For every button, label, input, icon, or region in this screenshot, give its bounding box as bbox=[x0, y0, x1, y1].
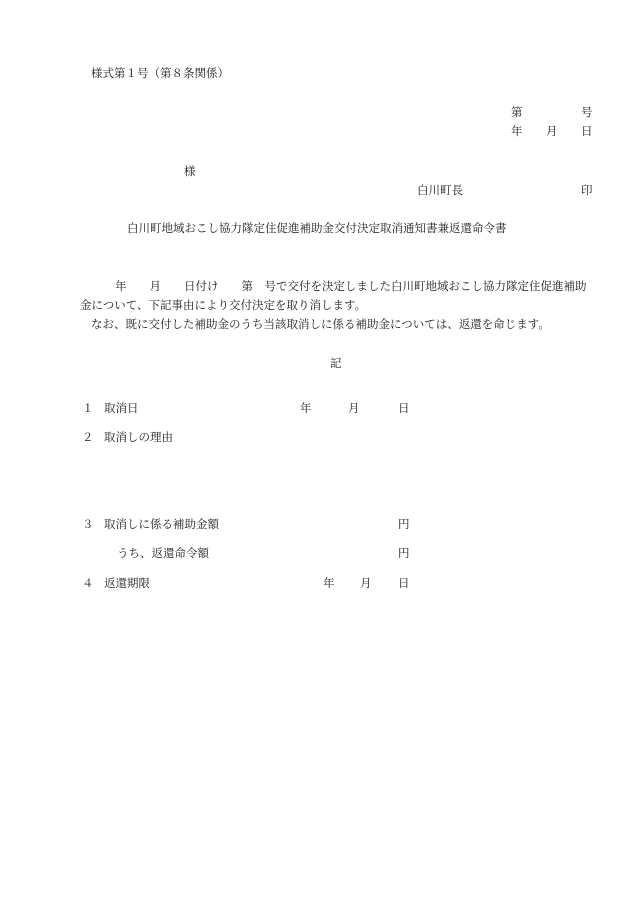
date-top-year: 年 bbox=[511, 124, 523, 138]
item3-sub-label: うち、返還命令額 bbox=[117, 546, 209, 560]
addressee-honorific: 様 bbox=[184, 164, 196, 178]
date-top-day: 日 bbox=[581, 124, 593, 138]
item4-number: ４ bbox=[82, 576, 94, 590]
date-top-month: 月 bbox=[546, 124, 558, 138]
item3-unit: 円 bbox=[398, 517, 410, 531]
body-paragraph2: なお、既に交付した補助金のうち当該取消しに係る補助金については、返還を命じます。 bbox=[91, 317, 550, 331]
item3-number: ３ bbox=[82, 517, 94, 531]
item2-number: ２ bbox=[82, 430, 94, 444]
item4-year: 年 bbox=[323, 576, 335, 590]
item3-sub-unit: 円 bbox=[398, 546, 410, 560]
item4-label: 返還期限 bbox=[104, 576, 150, 590]
item2-label: 取消しの理由 bbox=[104, 430, 173, 444]
item4-day: 日 bbox=[398, 576, 410, 590]
doc-number-dai: 第 bbox=[511, 105, 523, 119]
item1-label: 取消日 bbox=[104, 401, 139, 415]
body-paragraph1-line2: 金について、下記事由により交付決定を取り消します。 bbox=[80, 298, 367, 312]
doc-number-go: 号 bbox=[581, 105, 593, 119]
item1-month: 月 bbox=[348, 401, 360, 415]
item1-day: 日 bbox=[398, 401, 410, 415]
item4-month: 月 bbox=[360, 576, 372, 590]
sender-seal: 印 bbox=[581, 183, 593, 197]
item1-number: １ bbox=[82, 401, 94, 415]
item3-label: 取消しに係る補助金額 bbox=[104, 517, 219, 531]
sender-title: 白川町長 bbox=[417, 183, 463, 197]
ki-heading: 記 bbox=[330, 356, 342, 370]
body-paragraph1-line1: 年 月 日付け 第 号で交付を決定しました白川町地域おこし協力隊定住促進補助 bbox=[115, 279, 587, 293]
item1-year: 年 bbox=[300, 401, 312, 415]
form-label: 様式第１号（第８条関係） bbox=[91, 66, 229, 80]
document-title: 白川町地域おこし協力隊定住促進補助金交付決定取消通知書兼返還命令書 bbox=[127, 221, 507, 235]
